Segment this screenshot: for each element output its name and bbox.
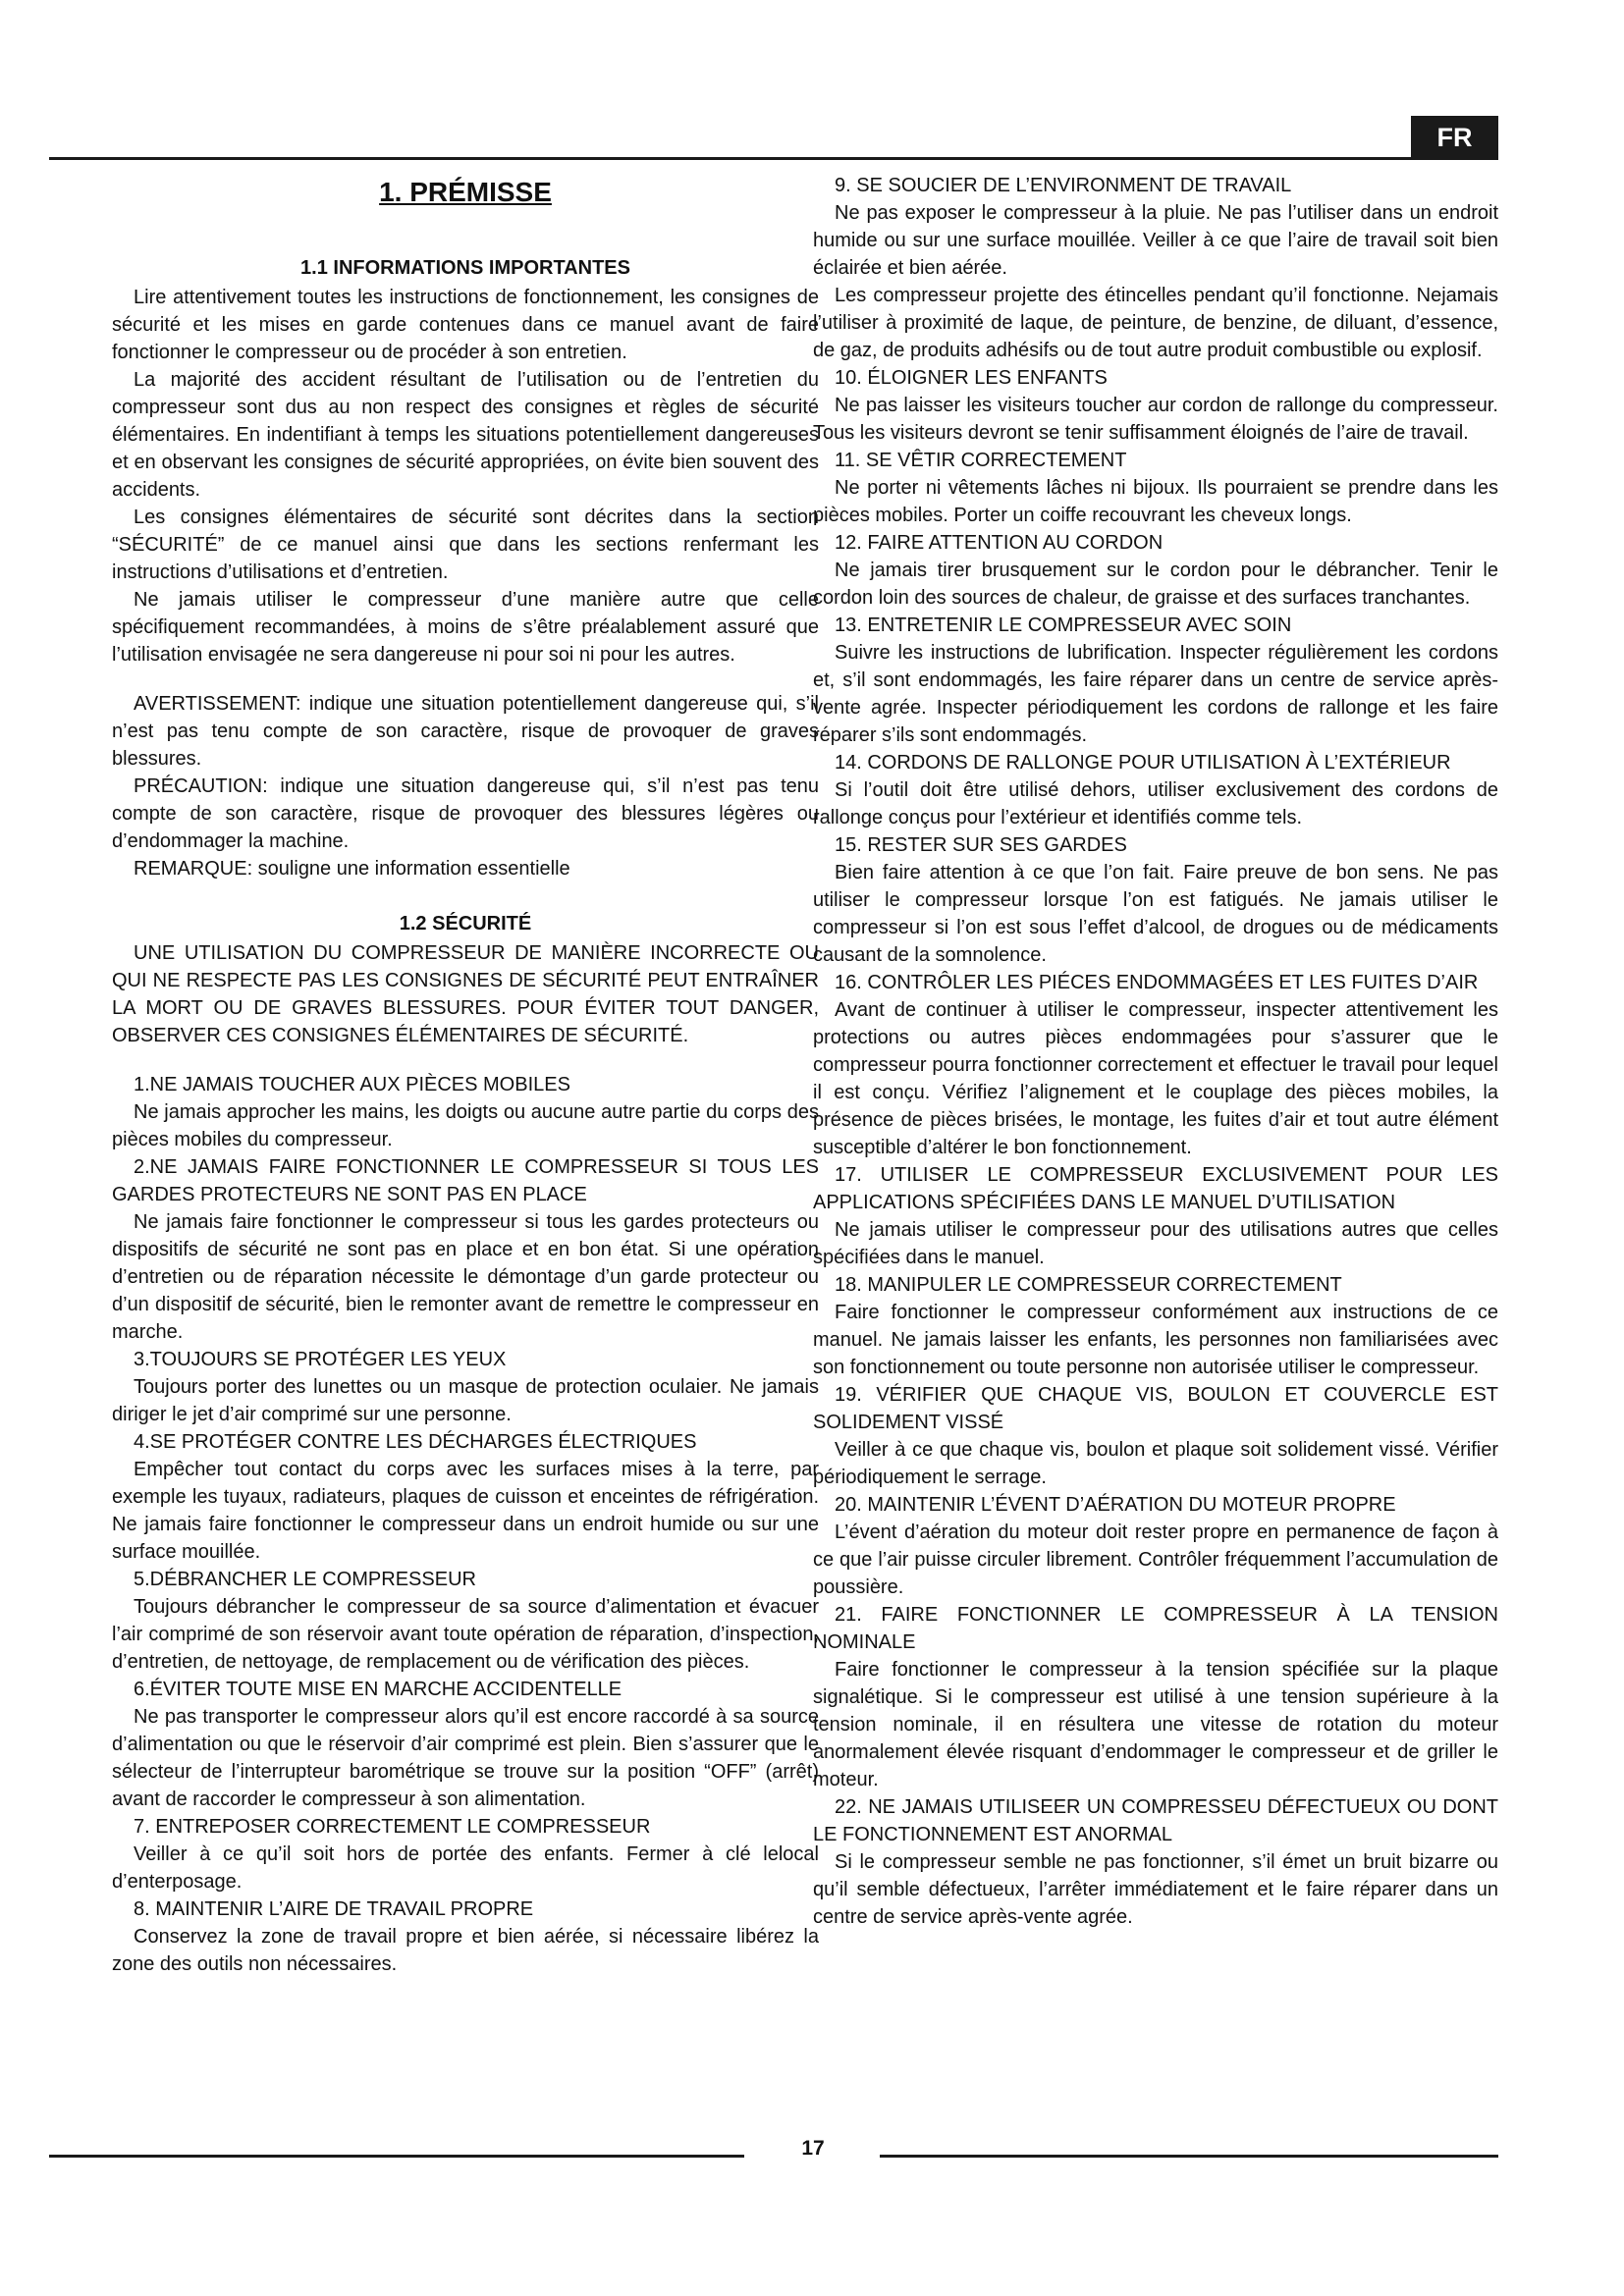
safety-item-text: Ne jamais tirer brusquement sur le cordon pour le débrancher. Tenir le cordon loin des sources de chaleur, de graisse et des surfaces tranchantes.	[813, 560, 1498, 609]
safety-item-heading: 11. SE VÊTIR CORRECTEMENT	[835, 450, 1127, 471]
safety-item-text: Veiller à ce que chaque vis, boulon et plaque soit solidement vissé. Vérifier périodiquement le serrage.	[813, 1439, 1498, 1488]
safety-item-text: Ne pas laisser les visiteurs toucher aur cordon de rallonge du compresseur. Tous les visiteurs devront se tenir suffisamment éloignés de l’aire de travail.	[813, 395, 1498, 444]
safety-item-text: Si le compresseur semble ne pas fonctionner, s’il émet un bruit bizarre ou qu’il semble défectueux, l’arrêter immédiatement et le faire réparer dans un centre de service après-vente agrée.	[813, 1851, 1498, 1928]
safety-item-text: Avant de continuer à utiliser le compresseur, inspecter attentivement les protections ou autres pièces endommagées pour s’assurer que le compresseur pourra fonctionner correctement et effectuer le travail pour lequel il est conçu. Vérifiez l’alignement et le couplage des pièces mobiles, la présence de pièces brisées, le montage, les fuites d’air et tout autre élément susceptible d’altérer le bon fonctionnement.	[813, 999, 1498, 1158]
safety-item-heading: 14. CORDONS DE RALLONGE POUR UTILISATION À L’EXTÉRIEUR	[835, 752, 1451, 774]
safety-item-heading: 15. RESTER SUR SES GARDES	[835, 834, 1127, 856]
safety-item-heading: 6.ÉVITER TOUTE MISE EN MARCHE ACCIDENTELLE	[134, 1679, 623, 1700]
safety-item-heading: 7. ENTREPOSER CORRECTEMENT LE COMPRESSEUR	[134, 1816, 651, 1838]
chapter-title: 1. PRÉMISSE	[379, 177, 552, 207]
paragraph: Les consignes élémentaires de sécurité sont décrites dans la section “SÉCURITÉ” de ce manuel ainsi que dans les sections renfermant les instructions d’utilisations et d’entretien.	[112, 507, 819, 583]
right-column	[813, 172, 1498, 2137]
language-badge: FR	[1411, 116, 1498, 160]
safety-item-heading: 10. ÉLOIGNER LES ENFANTS	[835, 367, 1108, 389]
safety-item-heading: 4.SE PROTÉGER CONTRE LES DÉCHARGES ÉLECTRIQUES	[134, 1431, 697, 1453]
page-number: 17	[801, 2137, 825, 2160]
safety-item-heading: 20. MAINTENIR L’ÉVENT D’AÉRATION DU MOTEUR PROPRE	[835, 1494, 1396, 1516]
left-column	[112, 172, 819, 2137]
warning-definition: AVERTISSEMENT: indique une situation potentiellement dangereuse qui, s’il n’est pas tenu compte de son caractère, risque de provoquer de graves blessures.	[112, 693, 819, 770]
note-definition: REMARQUE: souligne une information essentielle	[134, 858, 570, 880]
safety-item-text: Conservez la zone de travail propre et bien aérée, si nécessaire libérez la zone des outils non nécessaires.	[112, 1926, 819, 1975]
section-title-important-info: 1.1 INFORMATIONS IMPORTANTES	[300, 257, 630, 279]
footer-rule-right	[880, 2155, 1498, 2158]
safety-item-heading: 3.TOUJOURS SE PROTÉGER LES YEUX	[134, 1349, 507, 1370]
safety-item-text: Suivre les instructions de lubrification. Inspecter régulièrement les cordons et, s’il sont endommagés, les faire réparer dans un centre de service après-vente agrée. Inspecter périodiquement les cordons de rallonge et les faire réparer s’ils sont endommagés.	[813, 642, 1498, 746]
safety-item-heading: 9. SE SOUCIER DE L’ENVIRONMENT DE TRAVAIL	[835, 175, 1292, 196]
safety-item-text: Bien faire attention à ce que l’on fait. Faire preuve de bon sens. Ne pas utiliser le compresseur lorsque l’on est fatigués. Ne jamais utiliser le compresseur si l’on est sous l’effet d’alcool, de drogues ou de médicaments causant de la somnolence.	[813, 862, 1498, 966]
safety-item-text: Ne jamais faire fonctionner le compresseur si tous les gardes protecteurs ou dispositifs de sécurité ne sont pas en place et en bon état. Si une opération d’entretien ou de réparation nécessite le démontage d’un garde protecteur ou d’un dispositif de sécurité, bien le remonter avant de remettre le compresseur en marche.	[112, 1211, 819, 1343]
safety-item-heading: 8. MAINTENIR L’AIRE DE TRAVAIL PROPRE	[134, 1898, 534, 1920]
caution-definition: PRÉCAUTION: indique une situation dangereuse qui, s’il n’est pas tenu compte de son caractère, risque de provoquer des blessures légères ou d’endommager la machine.	[112, 775, 819, 852]
safety-item-heading: 19. VÉRIFIER QUE CHAQUE VIS, BOULON ET COUVERCLE EST SOLIDEMENT VISSÉ	[813, 1384, 1498, 1433]
paragraph: Ne jamais utiliser le compresseur d’une manière autre que celle spécifiquement recommandées, à moins de s’être préalablement assuré que l’utilisation envisagée ne sera dangereuse ni pour soi ni pour les autres.	[112, 589, 819, 666]
safety-item-heading: 16. CONTRÔLER LES PIÉCES ENDOMMAGÉES ET LES FUITES D’AIR	[835, 972, 1479, 993]
safety-item-heading: 18. MANIPULER LE COMPRESSEUR CORRECTEMENT	[835, 1274, 1342, 1296]
safety-item-text: Ne jamais utiliser le compresseur pour des utilisations autres que celles spécifiées dans le manuel.	[813, 1219, 1498, 1268]
safety-item-heading: 22. NE JAMAIS UTILISEER UN COMPRESSEU DÉFECTUEUX OU DONT LE FONCTIONNEMENT EST ANORMAL	[813, 1796, 1498, 1845]
safety-item-text: Ne jamais approcher les mains, les doigts ou aucune autre partie du corps des pièces mobiles du compresseur.	[112, 1101, 819, 1150]
safety-item-text: Faire fonctionner le compresseur conformément aux instructions de ce manuel. Ne jamais laisser les enfants, les personnes non familiarisées avec son fonctionnement ou toute personne non autorisée utiliser le compresseur.	[813, 1302, 1498, 1378]
safety-item-text: Veiller à ce qu’il soit hors de portée des enfants. Fermer à clé lelocal d’enterposage.	[112, 1843, 819, 1893]
safety-item-text: Empêcher tout contact du corps avec les surfaces mises à la terre, par exemple les tuyaux, radiateurs, plaques de cuisson et enceintes de réfrigération. Ne jamais faire fonctionner le compresseur dans un endroit humide ou sur une surface mouillée.	[112, 1459, 819, 1563]
safety-item-text: Ne porter ni vêtements lâches ni bijoux. Ils pourraient se prendre dans les pièces mobiles. Porter un coiffe recouvrant les cheveux longs.	[813, 477, 1498, 526]
safety-item-text: Ne pas transporter le compresseur alors qu’il est encore raccordé à sa source d’alimentation ou que le réservoir d’air comprimé est plein. Bien s’assurer que le sélecteur de l’interrupteur barométrique se trouve sur la position “OFF” (arrêt) avant de raccorder le compresseur à son alimentation.	[112, 1706, 819, 1810]
header-rule	[49, 157, 1498, 160]
safety-item-text: Ne pas exposer le compresseur à la pluie. Ne pas l’utiliser dans un endroit humide ou sur une surface mouillée. Veiller à ce que l’aire de travail soit bien éclairée et bien aérée.	[813, 202, 1498, 279]
safety-item-text: Faire fonctionner le compresseur à la tension spécifiée sur la plaque signalétique. Si le compresseur est utilisé à une tension supérieure à la tension nominale, il en résultera une vitesse de rotation du moteur anormalement élevée risquant d’endommager le compresseur et de griller le moteur.	[813, 1659, 1498, 1790]
safety-item-heading: 13. ENTRETENIR LE COMPRESSEUR AVEC SOIN	[835, 614, 1292, 636]
section-title-safety: 1.2 SÉCURITÉ	[399, 913, 532, 934]
safety-item-heading: 17. UTILISER LE COMPRESSEUR EXCLUSIVEMENT POUR LES APPLICATIONS SPÉCIFIÉES DANS LE MANUEL D’UTILISATION	[813, 1164, 1498, 1213]
safety-item-text: Toujours débrancher le compresseur de sa source d’alimentation et évacuer l’air comprimé de son réservoir avant toute opération de réparation, d’inspection, d’entretien, de nettoyage, de remplacement ou de vérification des pièces.	[112, 1596, 819, 1673]
paragraph: La majorité des accident résultant de l’utilisation ou de l’entretien du compresseur sont dus au non respect des consignes et règles de sécurité élémentaires. En indentifiant à temps les situations potentiellement dangereuses et en observant les consignes de sécurité appropriées, on évite bien souvent des accidents.	[112, 369, 819, 501]
safety-item-heading: 5.DÉBRANCHER LE COMPRESSEUR	[134, 1569, 476, 1590]
safety-item-heading: 1.NE JAMAIS TOUCHER AUX PIÈCES MOBILES	[134, 1074, 570, 1095]
safety-item-heading: 2.NE JAMAIS FAIRE FONCTIONNER LE COMPRESSEUR SI TOUS LES GARDES PROTECTEURS NE SONT PAS EN PLACE	[112, 1156, 819, 1205]
safety-item-text: Toujours porter des lunettes ou un masque de protection oculaier. Ne jamais diriger le jet d’air comprimé sur une personne.	[112, 1376, 819, 1425]
safety-item-heading: 12. FAIRE ATTENTION AU CORDON	[835, 532, 1164, 554]
paragraph: Lire attentivement toutes les instructions de fonctionnement, les consignes de sécurité et les mises en garde contenues dans ce manuel avant de faire fonctionner le compresseur ou de procéder à son entretien.	[112, 287, 819, 363]
safety-item-text: Si l’outil doit être utilisé dehors, utiliser exclusivement des cordons de rallonge conçus pour l’extérieur et identifiés comme tels.	[813, 779, 1498, 828]
safety-item-text: Les compresseur projette des étincelles pendant qu’il fonctionne. Nejamais l’utiliser à proximité de laque, de peinture, de benzine, de diluant, d’essence, de gaz, de produits adhésifs ou de tout autre produit combustible ou explosif.	[813, 285, 1498, 361]
safety-intro: UNE UTILISATION DU COMPRESSEUR DE MANIÈRE INCORRECTE OU QUI NE RESPECTE PAS LES CONSIGNES DE SÉCURITÉ PEUT ENTRAÎNER LA MORT OU DE GRAVES BLESSURES. POUR ÉVITER TOUT DANGER, OBSERVER CES CONSIGNES ÉLÉMENTAIRES DE SÉCURITÉ.	[112, 942, 819, 1046]
safety-item-text: L’évent d’aération du moteur doit rester propre en permanence de façon à ce que l’air puisse circuler librement. Contrôler fréquemment l’accumulation de poussière.	[813, 1522, 1498, 1598]
safety-item-heading: 21. FAIRE FONCTIONNER LE COMPRESSEUR À LA TENSION NOMINALE	[813, 1604, 1498, 1653]
footer-rule-left	[49, 2155, 744, 2158]
